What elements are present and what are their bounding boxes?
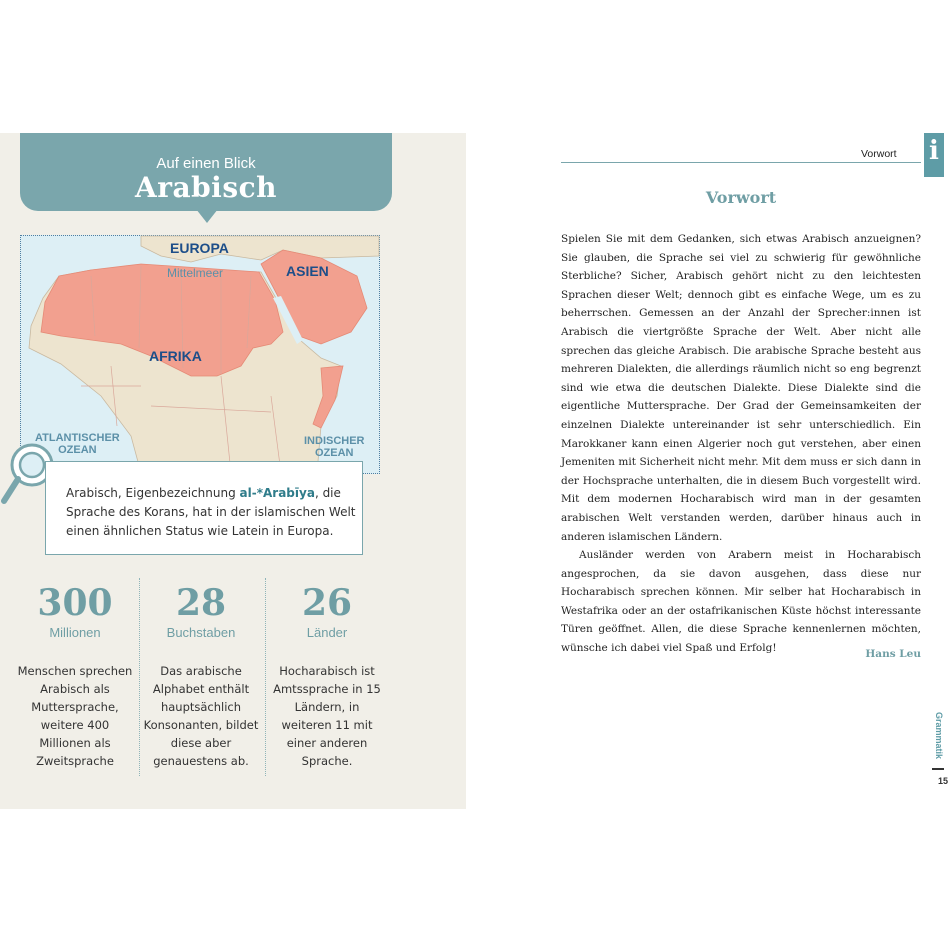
map-label-asien: ASIEN: [286, 263, 329, 279]
running-head: Vorwort: [861, 148, 897, 160]
header-pointer: [196, 209, 218, 223]
header-banner: [20, 133, 392, 211]
body-text: [561, 230, 921, 658]
stat-unit: Millionen: [49, 625, 101, 640]
chapter-title: Vorwort: [705, 188, 777, 207]
stat-letters: [142, 583, 260, 770]
info-suffix: , die Sprache des Korans, hat in der islamischen Welt einen ähnlichen Status wie Latein in Europa.: [66, 486, 356, 538]
header-subtitle: Auf einen Blick: [156, 155, 256, 172]
info-box: [45, 461, 363, 555]
stat-divider: [265, 578, 266, 776]
stat-description: Menschen sprechen Arabisch als Muttersprache, weitere 400 Millionen als Zweitsprache: [17, 664, 133, 768]
stat-unit: Länder: [306, 625, 348, 640]
map-label-atlantic-line2: OZEAN: [58, 444, 97, 456]
map-label-indian-line2: OZEAN: [315, 447, 354, 459]
map-label-atlantic-line1: ATLANTISCHER: [35, 432, 120, 444]
paragraph: Ausländer werden von Arabern meist in Hocharabisch angesprochen, da sie davon ausgehen, dass diese nur Hocharabisch sprechen können. Mir selber hat Hocharabisch in Westafrika oder an der ostafrikanischen Küste höchst interessante Türen geöffnet. Allen, die diese Sprache kennenlernen möchten, wünsche ich dabei viel Spaß und Erfolg!: [561, 549, 921, 655]
stat-countries: [268, 583, 386, 770]
stat-number: 28: [175, 582, 227, 624]
stat-speakers: [16, 583, 134, 770]
stat-number: 26: [301, 582, 353, 624]
map-label-mittelmeer: Mittelmeer: [167, 266, 224, 280]
stat-divider: [139, 578, 140, 776]
stat-number: 300: [37, 582, 113, 624]
stat-description: Das arabische Alphabet enthält hauptsächlich Konsonanten, bildet diese aber genauestens ab.: [143, 664, 259, 768]
header-title: Arabisch: [134, 171, 277, 204]
side-tab-label: Grammatik: [934, 712, 944, 760]
header-rule: [561, 162, 921, 163]
info-prefix: Arabisch, Eigenbezeichnung: [66, 486, 240, 500]
side-rule: [932, 768, 944, 770]
map-label-europa: EUROPA: [170, 240, 229, 256]
stat-unit: Buchstaben: [166, 625, 236, 640]
map-label-indian: [304, 435, 365, 459]
page-number: 15: [938, 776, 948, 786]
author-signature: Hans Leu: [865, 648, 921, 660]
chapter-corner-glyph: i: [929, 136, 939, 166]
paragraph: Spielen Sie mit dem Gedanken, sich etwas Arabisch anzueignen? Sie glauben, die Sprache sei viel zu schwierig für gewöhnliche Sterbliche? Sicher, Arabisch gehört nicht zu den leichtesten Sprachen dieser Welt; dennoch gibt es einfache Wege, um es zu beherrschen. Gemessen an der Anzahl der Sprecher:innen ist Arabisch die viertgrößte Sprache der Welt. Aber nicht alle sprechen das gleiche Arabisch. Die arabische Sprache besteht aus mehreren Dialekten, die allerdings räumlich nicht so eng begrenzt sind wie etwa die deutschen Dialekte. Diese Dialekte sind die eigentliche Muttersprache. Der Grad der Gemeinsamkeiten der einzelnen Dialekte untereinander ist sehr unterschiedlich. Ein Marokkaner kann einen Algerier noch gut verstehen, aber einen Jemeniten mit Sicherheit nicht mehr. Mit dem muss er sich dann in der Hochsprache unterhalten, die in diesem Buch vorgestellt wird. Mit dem modernen Hocharabisch wird man in der gesamten arabischen Welt verstanden werden, darüber hinaus auch in anderen islamischen Ländern.: [561, 233, 921, 543]
stat-description: Hocharabisch ist Amtssprache in 15 Ländern, in weiteren 11 mit einer anderen Sprache.: [273, 664, 381, 768]
map-label-indian-line1: INDISCHER: [304, 435, 365, 447]
map-label-afrika: AFRIKA: [149, 348, 202, 364]
left-page: [0, 133, 466, 809]
info-text: [66, 484, 356, 541]
map-arab-world: [20, 235, 380, 474]
info-term: al-*Arabīya: [239, 486, 315, 500]
